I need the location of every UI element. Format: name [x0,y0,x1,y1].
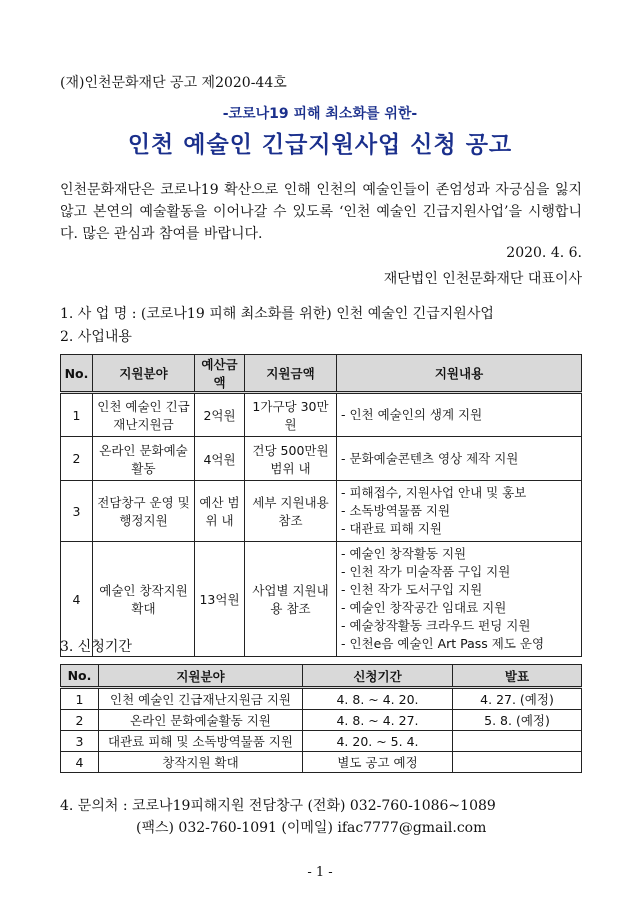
col-header-amount: 지원금액 [245,355,337,393]
col-header-no: No. [61,665,99,688]
content-item: - 인천e음 예술인 Art Pass 제도 운영 [341,636,545,651]
cell-field: 인천 예술인 긴급재난지원금 지원 [99,688,303,710]
cell-period: 4. 8. ~ 4. 20. [303,688,453,710]
table-header-row [61,355,582,393]
content-item: - 피해접수, 지원사업 안내 및 홍보 [341,485,527,500]
cell-field: 창작지원 확대 [99,752,303,773]
cell-period: 별도 공고 예정 [303,752,453,773]
cell-no: 1 [61,393,93,437]
cell-no: 4 [61,752,99,773]
cell-no: 2 [61,710,99,731]
cell-period: 4. 20. ~ 5. 4. [303,731,453,752]
application-period-table [60,664,582,773]
col-header-budget: 예산금액 [195,355,245,393]
section-application-period: 3. 신청기간 [60,639,132,655]
cell-field: 인천 예술인 긴급재난지원금 [93,393,195,437]
cell-field: 대관료 피해 및 소독방역물품 지원 [99,731,303,752]
cell-no: 1 [61,688,99,710]
contact-phone: 4. 문의처 : 코로나19피해지원 전담창구 (전화) 032-760-1086~1089 [60,798,496,814]
content-item: - 예술창작활동 크라우드 펀딩 지원 [341,618,531,633]
cell-budget: 4억원 [195,437,245,481]
cell-amount: 사업별 지원내용 참조 [245,542,337,657]
col-header-field: 지원분야 [93,355,195,393]
cell-content [337,542,582,657]
cell-period: 4. 8. ~ 4. 27. [303,710,453,731]
content-item: - 대관료 피해 지원 [341,521,442,536]
intro-paragraph: 인천문화재단은 코로나19 확산으로 인해 인천의 예술인들이 존엄성과 자긍심을 잃지 않고 본연의 예술활동을 이어나갈 수 있도록 ‘인천 예술인 긴급지원사업’을 시행합니다. 많은 관심과 참여를 바랍니다. [60,182,582,242]
cell-budget: 예산 범위 내 [195,481,245,542]
cell-no: 2 [61,437,93,481]
content-item: - 문화예술콘텐츠 영상 제작 지원 [341,450,519,466]
content-item: - 소독방역물품 지원 [341,503,451,518]
table-row [61,710,582,731]
cell-no: 3 [61,731,99,752]
cell-field: 온라인 문화예술활동 지원 [99,710,303,731]
notice-number: (재)인천문화재단 공고 제2020-44호 [60,75,287,91]
table-row [61,688,582,710]
col-header-announce: 발표 [453,665,582,688]
cell-content [337,481,582,542]
content-item: - 예술인 창작활동 지원 [341,546,467,561]
table-row [61,752,582,773]
col-header-no: No. [61,355,93,393]
cell-field: 전담창구 운영 및 행정지원 [93,481,195,542]
cell-no: 3 [61,481,93,542]
cell-announce: 4. 27. (예정) [453,688,582,710]
content-item: - 인천 작가 미술작품 구입 지원 [341,564,511,579]
cell-field: 온라인 문화예술활동 [93,437,195,481]
cell-content [337,437,582,481]
content-item: - 예술인 창작공간 임대료 지원 [341,600,507,615]
cell-announce [453,731,582,752]
cell-budget: 2억원 [195,393,245,437]
section-project-content: 2. 사업내용 [60,329,132,345]
table-row [61,437,582,481]
col-header-field: 지원분야 [99,665,303,688]
content-item: - 인천 작가 도서구입 지원 [341,582,483,597]
subtitle: -코로나19 피해 최소화를 위한- [222,106,418,122]
page-number: - 1 - [307,865,333,880]
cell-content [337,393,582,437]
table-row [61,731,582,752]
contact-fax-email: (팩스) 032-760-1091 (이메일) ifac7777@gmail.com [136,820,487,836]
table-row [61,393,582,437]
content-item: - 인천 예술인의 생계 지원 [341,407,483,422]
organization-name: 재단법인 인천문화재단 대표이사 [383,271,582,287]
cell-announce: 5. 8. (예정) [453,710,582,731]
support-content-table [60,354,582,657]
cell-budget: 13억원 [195,542,245,657]
section-project-name: 1. 사 업 명 : (코로나19 피해 최소화를 위한) 인천 예술인 긴급지원사업 [60,306,494,322]
cell-field: 예술인 창작지원 확대 [93,542,195,657]
col-header-period: 신청기간 [303,665,453,688]
cell-no: 4 [61,542,93,657]
cell-amount: 세부 지원내용 참조 [245,481,337,542]
cell-amount: 건당 500만원 범위 내 [245,437,337,481]
page-title: 인천 예술인 긴급지원사업 신청 공고 [127,132,513,158]
col-header-content: 지원내용 [337,355,582,393]
cell-announce [453,752,582,773]
table-row [61,542,582,657]
notice-date: 2020. 4. 6. [506,245,582,261]
cell-amount: 1가구당 30만원 [245,393,337,437]
table-row [61,481,582,542]
table-header-row [61,665,582,688]
